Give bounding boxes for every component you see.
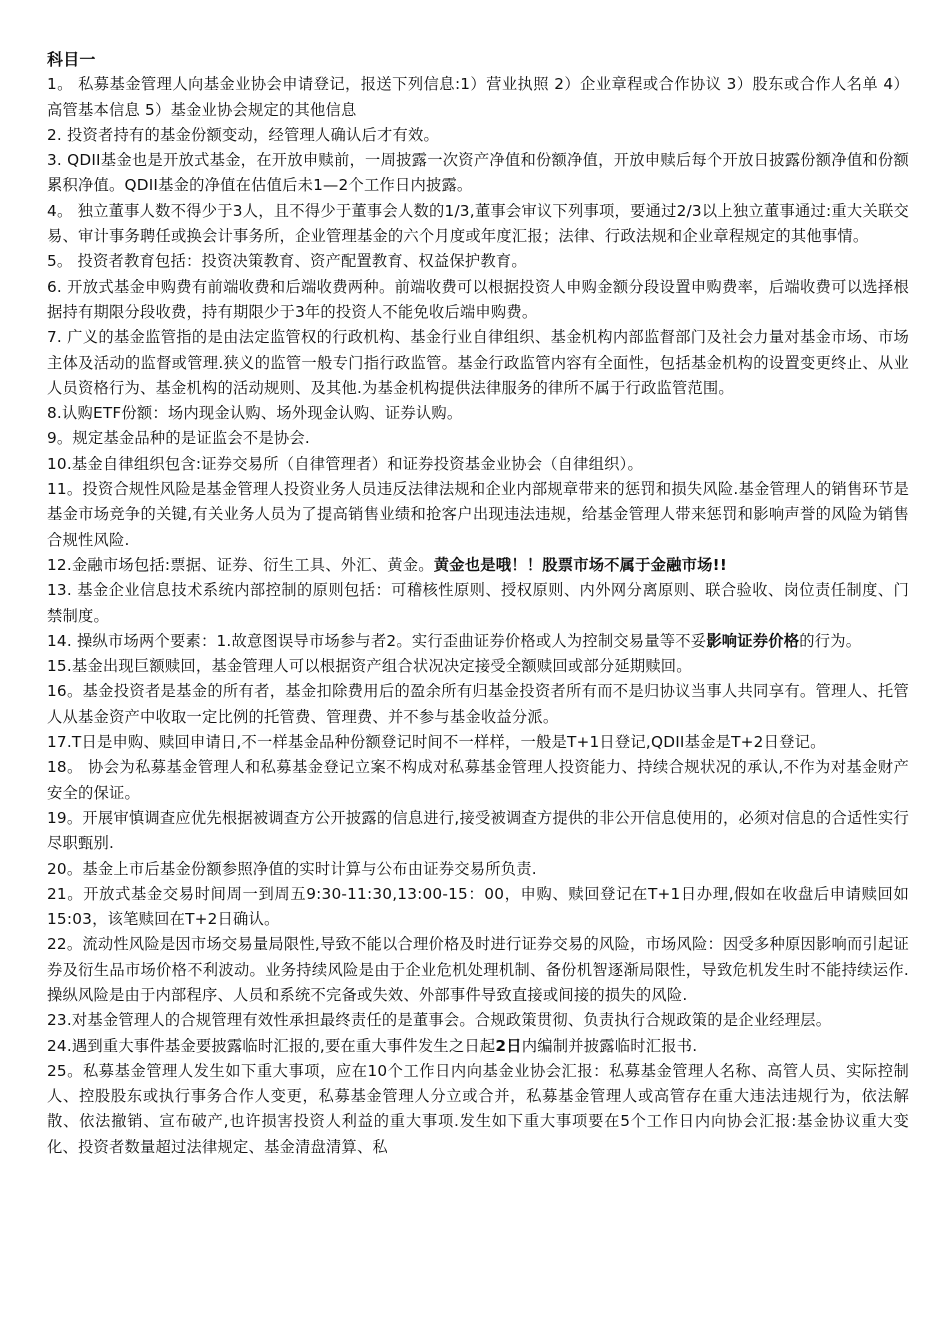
paragraph-2 [47, 123, 909, 148]
paragraph-1 [47, 72, 909, 123]
paragraph-text: 13. 基金企业信息技术系统内部控制的原则包括：可稽核性原则、授权原则、内外网分离原则、联合验收、岗位责任制度、门禁制度。 [47, 581, 909, 625]
paragraph-9 [47, 426, 909, 451]
paragraph-text: 22。流动性风险是因市场交易量局限性,导致不能以合理价格及时进行证券交易的风险，市场风险：因受多种原因影响而引起证券及衍生品市场价格不利波动。业务持续风险是由于企业危机处理机制、备份机智逐渐局限性，导致危机发生时不能持续运作.操纵风险是由于内部程序、人员和系统不完备或失效、外部事件导致直接或间接的损失的风险. [47, 935, 909, 1004]
paragraph-text: 1。 私募基金管理人向基金业协会申请登记，报送下列信息:1）营业执照 2）企业章程或合作协议 3）股东或合作人名单 4）高管基本信息 5）基金业协会规定的其他信息 [47, 75, 909, 119]
paragraph-19 [47, 806, 909, 857]
paragraph-list [47, 72, 909, 1160]
paragraph-text: 4。 独立董事人数不得少于3人，且不得少于董事会人数的1/3,董事会审议下列事项，要通过2/3以上独立董事通过:重大关联交易、审计事务聘任或换会计事务所，企业管理基金的六个月度或年度汇报；法律、行政法规和企业章程规定的其他事情。 [47, 201, 909, 246]
section-title: 科目一 [47, 50, 96, 69]
paragraph-14 [47, 629, 909, 654]
paragraph-12 [47, 553, 909, 578]
paragraph-21 [47, 882, 909, 933]
paragraph-11 [47, 477, 909, 553]
paragraph-text: 21。开放式基金交易时间周一到周五9:30-11:30,13:00-15：00，申购、赎回登记在T+1日办理,假如在收盘后申请赎回如15:03，该笔赎回在T+2日确认。 [47, 884, 909, 929]
paragraph-text: 16。基金投资者是基金的所有者，基金扣除费用后的盈余所有归基金投资者所有而不是归协议当事人共同享有。管理人、托管人从基金资产中收取一定比例的托管费、管理费、并不参与基金收益分派。 [47, 682, 909, 726]
paragraph-text: 10.基金自律组织包含:证券交易所（自律管理者）和证券投资基金业协会（自律组织）。 [47, 454, 644, 473]
paragraph-23 [47, 1008, 909, 1033]
emphasis-text: 2日 [495, 1036, 522, 1055]
paragraph-text: 7. 广义的基金监管指的是由法定监管权的行政机构、基金行业自律组织、基金机构内部监督部门及社会力量对基金市场、市场主体及活动的监督或管理.狭义的监管一般专门指行政监管。基金行政监管内容有全面性，包括基金机构的设置变更终止、从业人员资格行为、基金机构的活动规则、及其他.为基金机构提供法律服务的律所不属于行政监管范围。 [47, 328, 909, 397]
document-body [47, 47, 909, 1160]
paragraph-text: 8.认购ETF份额：场内现金认购、场外现金认购、证券认购。 [47, 404, 463, 423]
paragraph-text: 24.遇到重大事件基金要披露临时汇报的,要在重大事件发生之日起 [47, 1036, 496, 1055]
paragraph-text: 20。基金上市后基金份额参照净值的实时计算与公布由证券交易所负责. [47, 859, 537, 878]
paragraph-text: 14. 操纵市场两个要素：1.故意图误导市场参与者2。实行歪曲证券价格或人为控制交易量等不妥 [47, 631, 707, 650]
paragraph-18 [47, 755, 909, 806]
paragraph-text: 2. 投资者持有的基金份额变动，经管理人确认后才有效。 [47, 125, 439, 144]
paragraph-6 [47, 275, 909, 326]
paragraph-text: 17.T日是申购、赎回申请日,不一样基金品种份额登记时间不一样样，一般是T+1日登记,QDII基金是T+2日登记。 [47, 733, 826, 752]
paragraph-22 [47, 932, 909, 1008]
paragraph-20 [47, 857, 909, 882]
paragraph-13 [47, 578, 909, 629]
paragraph-text: 11。投资合规性风险是基金管理人投资业务人员违反法律法规和企业内部规章带来的惩罚和损失风险.基金管理人的销售环节是基金市场竞争的关键,有关业务人员为了提高销售业绩和抢客户出现违法违规，给基金管理人带来惩罚和影响声誉的风险为销售合规性风险. [47, 480, 909, 549]
paragraph-text: 6. 开放式基金申购费有前端收费和后端收费两种。前端收费可以根据投资人申购金额分段设置申购费率，后端收费可以选择根据持有期限分段收费，持有期限少于3年的投资人不能免收后端申购费。 [47, 277, 909, 321]
paragraph-text: 的行为。 [799, 631, 862, 650]
paragraph-15 [47, 654, 909, 679]
paragraph-text: 15.基金出现巨额赎回，基金管理人可以根据资产组合状况决定接受全额赎回或部分延期赎回。 [47, 657, 692, 676]
paragraph-text: 19。开展审慎调查应优先根据被调查方公开披露的信息进行,接受被调查方提供的非公开信息使用的，必须对信息的合适性实行尽职甄别. [47, 808, 909, 853]
paragraph-16 [47, 679, 909, 730]
paragraph-3 [47, 148, 909, 199]
emphasis-text: 黄金也是哦！！股票市场不属于金融市场!! [433, 555, 728, 574]
paragraph-5 [47, 249, 909, 274]
paragraph-text: 9。规定基金品种的是证监会不是协会. [47, 429, 310, 448]
paragraph-25 [47, 1059, 909, 1160]
paragraph-text: 25。私募基金管理人发生如下重大事项，应在10个工作日内向基金业协会汇报：私募基金管理人名称、高管人员、实际控制人、控股股东或执行事务合作人变更，私募基金管理人分立或合并，私募基金管理人或高管存在重大违法违规行为，依法解散、依法撤销、宣布破产,也许损害投资人利益的重大事项.发生如下重大事项要在5个工作日内向协会汇报:基金协议重大变化、投资者数量超过法律规定、基金清盘清算、私 [47, 1061, 909, 1156]
paragraph-text: 12.金融市场包括:票据、证券、衍生工具、外汇、黄金。 [47, 555, 434, 574]
paragraph-4 [47, 199, 909, 250]
paragraph-10 [47, 452, 909, 477]
paragraph-text: 23.对基金管理人的合规管理有效性承担最终责任的是董事会。合规政策贯彻、负责执行合规政策的是企业经理层。 [47, 1011, 832, 1030]
paragraph-text: 3. QDII基金也是开放式基金，在开放申赎前，一周披露一次资产净值和份额净值，开放申赎后每个开放日披露份额净值和份额累积净值。QDII基金的净值在估值后未1—2个工作日内披露。 [47, 151, 909, 195]
paragraph-text: 内编制并披露临时汇报书. [521, 1036, 698, 1055]
emphasis-text: 影响证券价格 [706, 631, 800, 650]
paragraph-7 [47, 325, 909, 401]
paragraph-17 [47, 730, 909, 755]
paragraph-8 [47, 401, 909, 426]
paragraph-24 [47, 1034, 909, 1059]
paragraph-text: 5。 投资者教育包括：投资决策教育、资产配置教育、权益保护教育。 [47, 252, 527, 271]
paragraph-text: 18。 协会为私募基金管理人和私募基金登记立案不构成对私募基金管理人投资能力、持续合规状况的承认,不作为对基金财产安全的保证。 [47, 758, 909, 802]
